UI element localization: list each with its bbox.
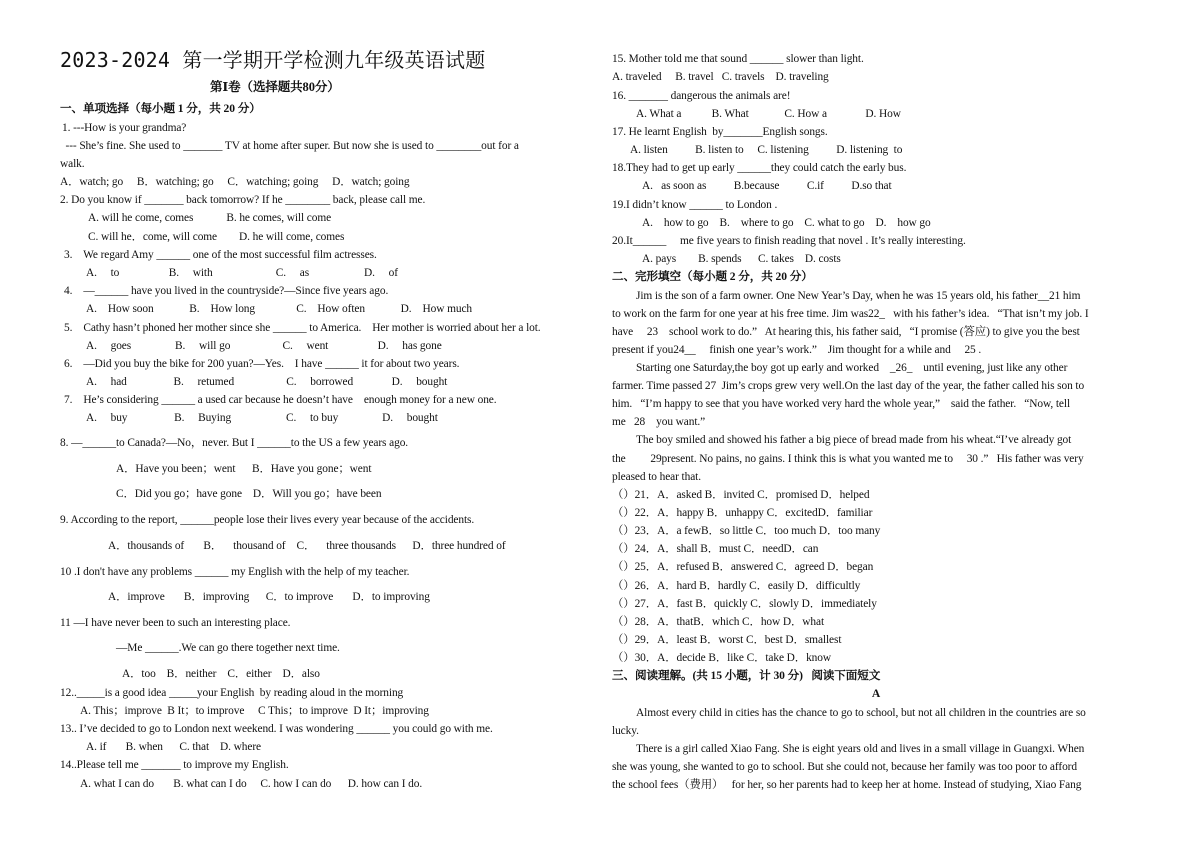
text-line: 5. Cathy hasn’t phoned her mother since she ______ to America. Her mother is worried about her a lot.: [64, 322, 541, 334]
text-line: A. had B. retumed C. borrowed D. bought: [86, 376, 448, 388]
text-line: There is a girl called Xiao Fang. She is eight years old and lives in a small village in Guangxi. When: [636, 743, 1085, 755]
text-line: 3. We regard Amy ______ one of the most successful film actresses.: [64, 249, 377, 261]
text-line: 三、阅读理解。(共 15 小题，计 30 分) 阅读下面短文: [612, 669, 881, 682]
text-line: （）22．A．happy B．unhappy C．excitedD．familiar: [612, 507, 873, 519]
text-line: A．improve B．improving C．to improve D．to improving: [108, 591, 430, 603]
text-line: 13.. I’ve decided to go to London next weekend. I was wondering ______ you could go with me.: [60, 723, 493, 735]
text-line: A. listen B. listen to C. listening D. listening to: [630, 144, 903, 156]
text-line: A．too B．neither C．either D．also: [122, 668, 320, 680]
text-line: 8. —______to Canada?—No，never. But I ______to the US a few years ago.: [60, 437, 409, 449]
text-line: the school fees（费用） for her, so her parents had to keep her at home. Instead of studying, Xiao Fang: [612, 779, 1082, 791]
text-line: Almost every child in cities has the chance to go to school, but not all children in the countries are so: [636, 707, 1086, 719]
text-line: to work on the farm for one year at his free time. Jim was22_ with his father’s idea. “That isn’t my job. I: [612, 308, 1089, 320]
text-line: A. This；improve B It；to improve C This；to improve D It；improving: [80, 705, 429, 717]
text-line: 9. According to the report, ______people lose their lives every year because of the accidents.: [60, 514, 475, 526]
text-line: A. How soon B. How long C. How often D. How much: [86, 303, 473, 315]
page-title: 2023-2024 第一学期开学检测九年级英语试题: [60, 48, 486, 72]
text-line: the 29present. No pains, no gains. I think this is what you wanted me to 30 .” His father was very: [612, 453, 1084, 465]
text-line: 一、单项选择（每小题 1 分，共 20 分）: [60, 102, 261, 115]
text-line: （）27．A．fast B．quickly C．slowly D．immediately: [612, 598, 877, 610]
text-line: A．Have you been；went B．Have you gone；went: [116, 463, 372, 475]
text-line: 19.I didn’t know ______ to London .: [612, 199, 778, 211]
text-line: A. buy B. Buying C. to buy D. bought: [86, 412, 438, 424]
text-line: C. will he．come, will come D. he will come, comes: [88, 231, 345, 243]
text-line: 15. Mother told me that sound ______ slower than light.: [612, 53, 864, 65]
text-line: 16. _______ dangerous the animals are!: [612, 90, 791, 102]
text-line: A. to B. with C. as D. of: [86, 267, 398, 279]
text-line: A．watch; go B．watching; go C．watching; going D．watch; going: [60, 176, 410, 188]
text-line: she was young, she wanted to go to school. But she could not, because her family was too poor to afford: [612, 761, 1077, 773]
text-line: 2. Do you know if _______ back tomorrow? If he ________ back, please call me.: [60, 194, 426, 206]
text-line: （）26．A．hard B．hardly C．easily D．difficultly: [612, 580, 861, 592]
text-line: have 23 school work to do.” At hearing this, his father said, “I promise (答应) to give you the best: [612, 326, 1080, 338]
text-line: 11 —I have never been to such an interesting place.: [60, 617, 291, 629]
text-line: —Me ______.We can go there together next time.: [116, 642, 340, 654]
text-line: farmer. Time passed 27 Jim’s crops grew very well.On the last day of the year, the father called his son to: [612, 380, 1085, 392]
text-line: pleased to hear that.: [612, 471, 701, 483]
text-line: （）28．A．thatB．which C．how D．what: [612, 616, 825, 628]
text-line: 14..Please tell me _______ to improve my English.: [60, 759, 289, 771]
text-line: lucky.: [612, 725, 639, 737]
part-one-subtitle: 第Ⅰ卷（选择题共80分）: [210, 80, 340, 94]
text-line: （）24．A．shall B．must C．needD．can: [612, 543, 819, 555]
text-line: 12.._____is a good idea _____your English by reading aloud in the morning: [60, 687, 404, 699]
text-line: 二、完形填空（每小题 2 分，共 20 分）: [612, 270, 813, 283]
text-line: A. traveled B. travel C. travels D. traveling: [612, 71, 829, 83]
text-line: him. “I’m happy to see that you have worked very hard the whole year,” said the father. “Now, tell: [612, 398, 1071, 410]
text-line: （）23．A．a fewB．so little C．too much D．too many: [612, 525, 881, 537]
text-line: A. goes B. will go C. went D. has gone: [86, 340, 442, 352]
text-line: present if you24__ finish one year’s work.” Jim thought for a while and 25 .: [612, 344, 982, 356]
text-line: （）30．A．decide B．like C．take D．know: [612, 652, 832, 664]
text-line: 7. He’s considering ______ a used car because he doesn’t have enough money for a new one.: [64, 394, 497, 406]
text-line: 10 .I don't have any problems ______ my English with the help of my teacher.: [60, 566, 410, 578]
text-line: A. will he come, comes B. he comes, will come: [88, 212, 332, 224]
text-line: A．thousands of B． thousand of C． three thousands D．three hundred of: [108, 540, 506, 552]
text-line: walk.: [60, 158, 85, 170]
text-line: A: [871, 687, 881, 700]
text-line: （）21．A．asked B．invited C．promised D．helped: [612, 489, 870, 501]
text-line: 17. He learnt English by_______English songs.: [612, 126, 828, 138]
text-line: me 28 you want.”: [612, 416, 706, 428]
text-line: 1. ---How is your grandma?: [62, 122, 187, 134]
text-line: （）25．A．refused B．answered C．agreed D．began: [612, 561, 874, 573]
text-line: A. as soon as B.because C.if D.so that: [642, 180, 892, 192]
text-line: Starting one Saturday,the boy got up early and worked _26_ until evening, just like any other: [636, 362, 1068, 374]
text-line: A. pays B. spends C. takes D. costs: [642, 253, 841, 265]
text-line: （）29．A．least B．worst C．best D．smallest: [612, 634, 842, 646]
text-line: The boy smiled and showed his father a big piece of bread made from his wheat.“I’ve already got: [636, 434, 1072, 446]
text-line: C．Did you go；have gone D．Will you go；have been: [116, 488, 382, 500]
text-line: Jim is the son of a farm owner. One New Year’s Day, when he was 15 years old, his father__21 him: [636, 290, 1081, 302]
text-line: 4. —______ have you lived in the countryside?—Since five years ago.: [64, 285, 389, 297]
text-line: A. what I can do B. what can I do C. how I can do D. how can I do.: [80, 778, 423, 790]
text-line: 6. —Did you buy the bike for 200 yuan?—Yes. I have ______ it for about two years.: [64, 358, 460, 370]
text-line: A. if B. when C. that D. where: [86, 741, 261, 753]
text-line: A. how to go B. where to go C. what to go D. how go: [642, 217, 931, 229]
text-line: --- She’s fine. She used to _______ TV at home after super. But now she is used to ________out for a: [60, 140, 519, 152]
text-line: A. What a B. What C. How a D. How: [636, 108, 901, 120]
text-line: 20.It______ me five years to finish reading that novel . It’s really interesting.: [612, 235, 966, 247]
text-line: 18.They had to get up early ______they could catch the early bus.: [612, 162, 907, 174]
